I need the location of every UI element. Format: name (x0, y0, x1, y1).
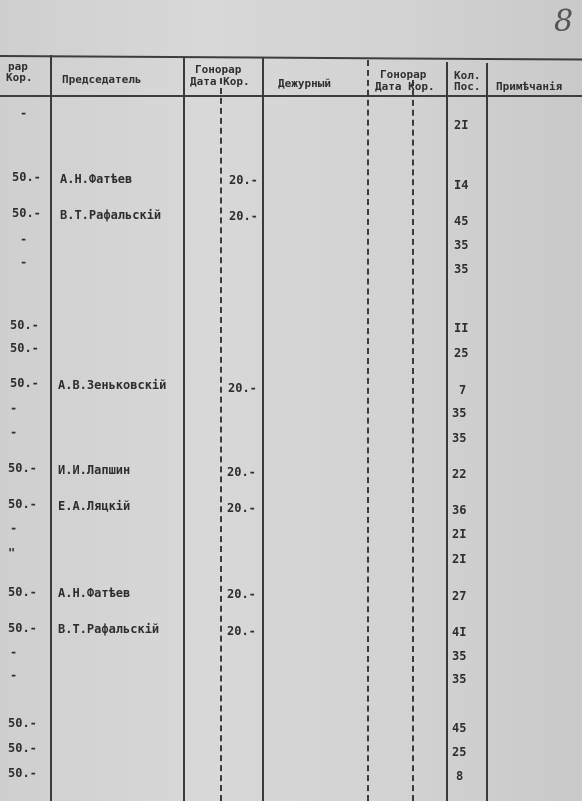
row-chairman: А.Н.Фатѣев (60, 172, 133, 186)
row-kor: - (10, 668, 18, 682)
row-kor: 50.- (10, 318, 39, 332)
row-kor: - (10, 645, 18, 659)
row-count: 35 (452, 649, 467, 663)
row-kor: 50.- (8, 497, 37, 511)
row-kor: 50.- (8, 741, 37, 755)
row-fee: 20.- (228, 381, 257, 395)
col-divider-fee2-date (412, 80, 414, 801)
row-count: 35 (454, 262, 469, 276)
row-count: 36 (452, 503, 467, 517)
header-honorar-mid-top: Гонорар (195, 63, 242, 76)
col-divider-fee-date (220, 78, 222, 801)
row-count: 35 (452, 406, 467, 420)
col-divider-count (486, 63, 488, 801)
row-fee: 20.- (227, 501, 256, 515)
row-kor: - (10, 401, 18, 415)
row-kor: - (10, 425, 18, 439)
row-count: 25 (452, 745, 467, 759)
header-bottom-rule (0, 95, 582, 97)
header-count-1: Кол. (454, 69, 481, 82)
row-fee: 20.- (229, 209, 258, 223)
row-chairman: В.Т.Рафальскій (58, 622, 160, 636)
header-honorar-left-1: рар (8, 60, 28, 73)
row-fee: 20.- (229, 173, 258, 187)
row-count: I4 (454, 178, 469, 192)
header-duty: Дежурный (278, 77, 331, 90)
header-honorar-mid-sub: Дата Кор. (190, 75, 250, 88)
row-kor: 50.- (12, 206, 41, 220)
row-kor: - (10, 521, 18, 535)
row-kor: " (8, 546, 16, 560)
header-count-2: Пос. (454, 80, 481, 93)
col-divider-fee2-kor (446, 62, 448, 801)
row-kor: - (20, 232, 28, 246)
col-divider-duty (367, 60, 369, 801)
row-kor: - (20, 106, 28, 120)
row-count: 45 (454, 214, 469, 228)
col-divider-kor (50, 55, 52, 801)
row-fee: 20.- (227, 465, 256, 479)
row-count: 8 (456, 769, 464, 783)
row-chairman: А.Н.Фатѣев (58, 586, 131, 600)
row-count: 35 (454, 238, 469, 252)
header-top-rule (0, 55, 582, 61)
row-kor: 50.- (10, 376, 39, 390)
col-divider-chair (183, 57, 185, 801)
row-kor: 50.- (8, 716, 37, 730)
row-count: 35 (452, 672, 467, 686)
header-honorar-right-sub: Дата Кор. (375, 80, 435, 93)
row-chairman: Е.А.Ляцкій (58, 499, 131, 513)
row-count: II (454, 321, 469, 335)
row-chairman: И.И.Лапшин (58, 463, 131, 477)
row-count: 35 (452, 431, 467, 445)
row-kor: 50.- (8, 766, 37, 780)
header-honorar-left-2: Кор. (6, 71, 33, 84)
row-count: 2I (452, 527, 467, 541)
row-kor: 50.- (8, 461, 37, 475)
row-chairman: А.В.Зеньковскій (58, 378, 167, 392)
header-notes: Примѣчанія (496, 80, 563, 93)
header-chairman: Председатель (62, 73, 142, 86)
col-divider-fee-kor (262, 58, 264, 801)
row-count: 25 (454, 346, 469, 360)
row-fee: 20.- (227, 624, 256, 638)
row-count: 45 (452, 721, 467, 735)
row-kor: - (20, 255, 28, 269)
row-count: 7 (459, 383, 467, 397)
row-chairman: В.Т.Рафальскій (60, 208, 162, 222)
row-kor: 50.- (8, 585, 37, 599)
row-fee: 20.- (227, 587, 256, 601)
row-count: 27 (452, 589, 467, 603)
page-number: 8 (554, 4, 574, 39)
row-count: 2I (454, 118, 469, 132)
row-kor: 50.- (8, 621, 37, 635)
row-count: 2I (452, 552, 467, 566)
header-honorar-right-top: Гонорар (380, 68, 427, 81)
row-kor: 50.- (10, 341, 39, 355)
row-count: 4I (452, 625, 467, 639)
row-count: 22 (452, 467, 467, 481)
row-kor: 50.- (12, 170, 41, 184)
